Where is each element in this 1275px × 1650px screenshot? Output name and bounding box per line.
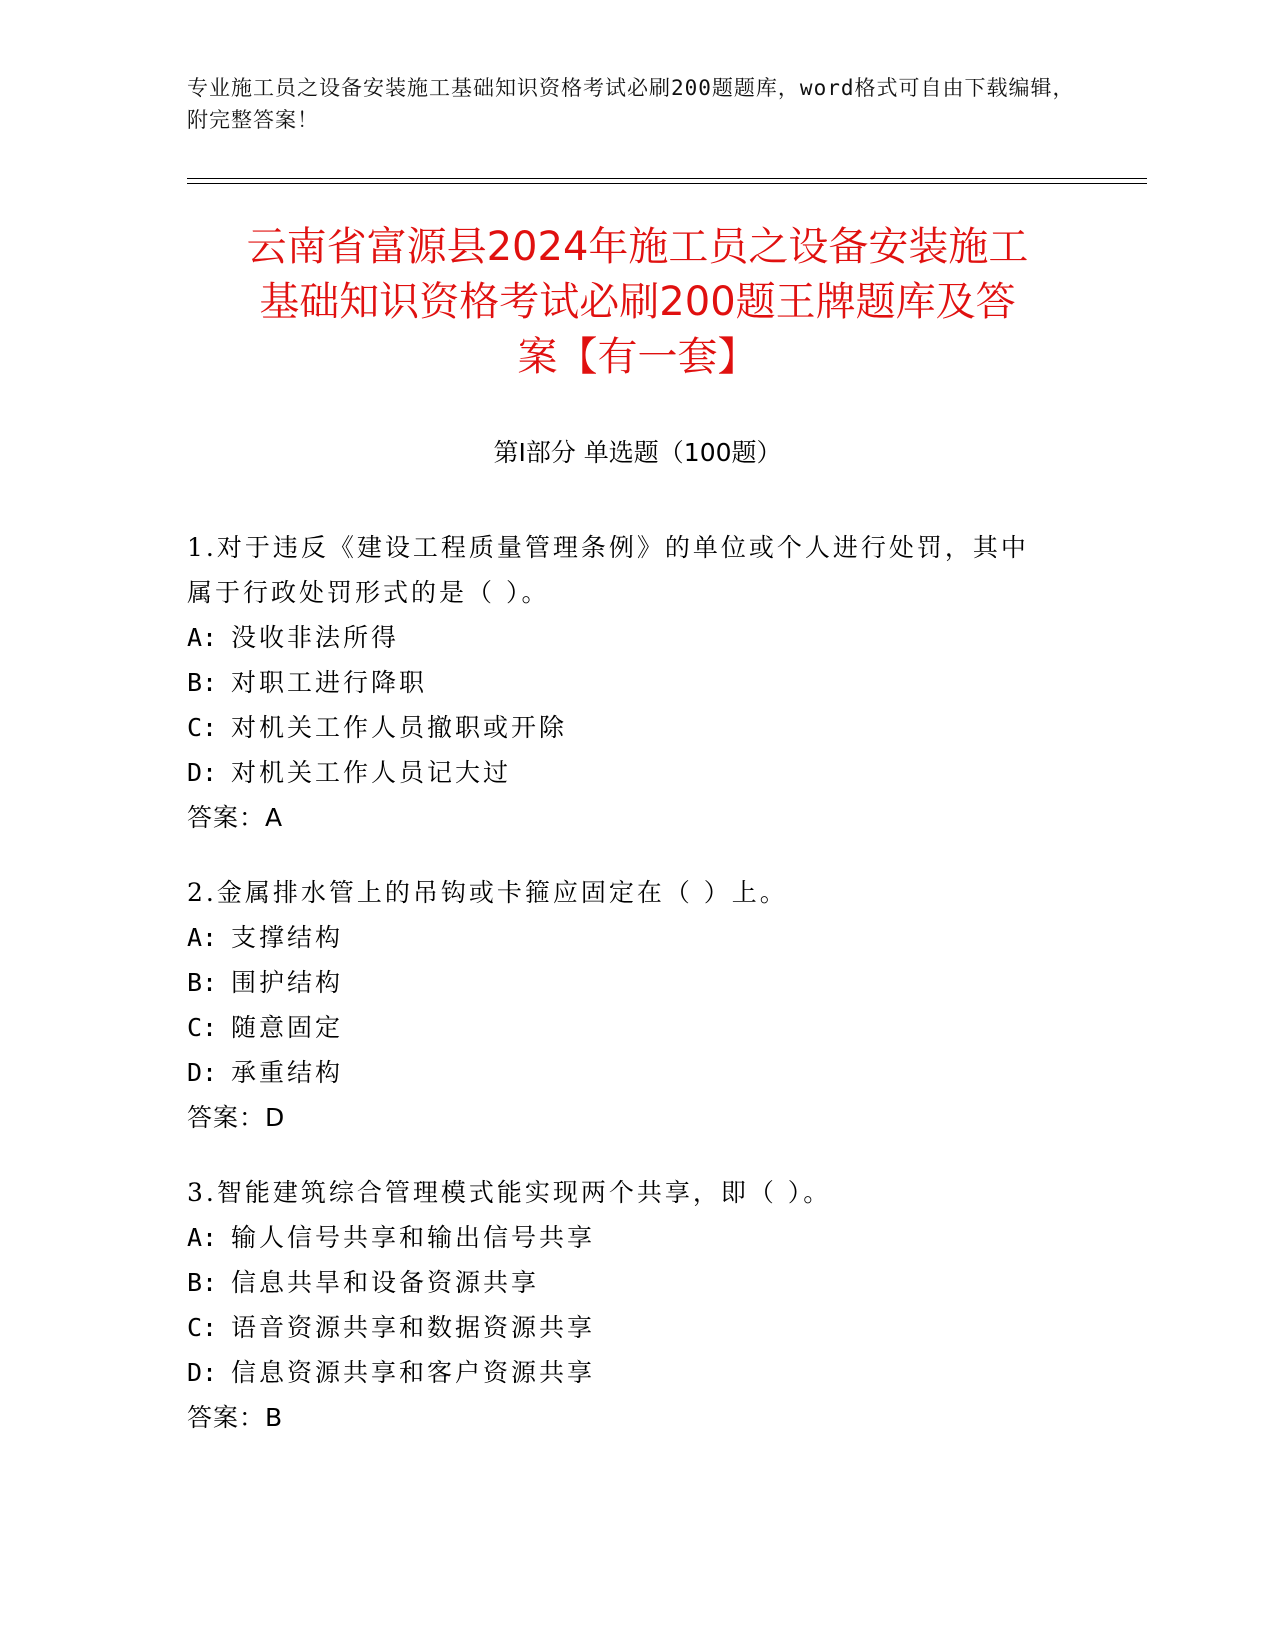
document-title: [150, 220, 1125, 385]
option-a: [187, 915, 1087, 960]
option-text: 对职工进行降职: [231, 668, 428, 697]
option-key: A:: [187, 1223, 218, 1252]
option-c: [187, 705, 1087, 750]
option-a: [187, 1215, 1087, 1260]
option-key: A:: [187, 623, 218, 652]
option-key: D:: [187, 758, 218, 787]
question-stem-line: 3.智能建筑综合管理模式能实现两个共享，即（ ）。: [187, 1178, 832, 1207]
option-text: 语音资源共享和数据资源共享: [231, 1313, 596, 1342]
section-title: 第I部分 单选题（100题）: [493, 438, 782, 467]
option-text: 对机关工作人员撤职或开除: [231, 713, 568, 742]
option-b: [187, 1260, 1087, 1305]
answer-line: 答案：D: [187, 1103, 286, 1132]
option-key: C:: [187, 1313, 218, 1342]
option-d: [187, 750, 1087, 795]
question-stem: [187, 525, 1067, 615]
header-note: 专业施工员之设备安装施工基础知识资格考试必刷200题题库，word格式可自由下载编辑，附完整答案！: [187, 76, 1075, 132]
option-key: D:: [187, 1058, 218, 1087]
option-text: 对机关工作人员记大过: [231, 758, 512, 787]
option-d: [187, 1350, 1087, 1395]
question-stem-line: 1.对于违反《建设工程质量管理条例》的单位或个人进行处罚，其中: [187, 533, 1029, 562]
option-text: 没收非法所得: [231, 623, 400, 652]
option-text: 承重结构: [231, 1058, 344, 1087]
option-text: 信息共旱和设备资源共享: [231, 1268, 540, 1297]
option-text: 随意固定: [231, 1013, 344, 1042]
question-3: [187, 1170, 1087, 1440]
option-key: D:: [187, 1358, 218, 1387]
option-c: [187, 1305, 1087, 1350]
option-b: [187, 660, 1087, 705]
answer-line: 答案：B: [187, 1403, 284, 1432]
title-line: 云南省富源县2024年施工员之设备安装施工: [246, 224, 1029, 270]
question-stem: [187, 1170, 1067, 1215]
option-text: 围护结构: [231, 968, 344, 997]
option-d: [187, 1050, 1087, 1095]
option-a: [187, 615, 1087, 660]
header-rule-bottom: [187, 183, 1147, 184]
option-key: B:: [187, 1268, 218, 1297]
option-key: C:: [187, 713, 218, 742]
question-stem: [187, 870, 1067, 915]
option-text: 信息资源共享和客户资源共享: [231, 1358, 596, 1387]
option-b: [187, 960, 1087, 1005]
option-key: B:: [187, 968, 218, 997]
question-2: [187, 870, 1087, 1140]
option-key: C:: [187, 1013, 218, 1042]
question-1: [187, 525, 1087, 840]
question-stem-line: 属于行政处罚形式的是（ ）。: [187, 578, 550, 607]
option-key: A:: [187, 923, 218, 952]
header-rule-top: [187, 178, 1147, 179]
title-line: 案【有一套】: [517, 334, 758, 380]
option-c: [187, 1005, 1087, 1050]
title-line: 基础知识资格考试必刷200题王牌题库及答: [259, 279, 1016, 325]
question-stem-line: 2.金属排水管上的吊钩或卡箍应固定在（ ）上。: [187, 878, 788, 907]
option-text: 支撑结构: [231, 923, 344, 952]
question-list: [187, 525, 1087, 1470]
option-text: 输人信号共享和输出信号共享: [231, 1223, 596, 1252]
answer-line: 答案：A: [187, 803, 284, 832]
option-key: B:: [187, 668, 218, 697]
